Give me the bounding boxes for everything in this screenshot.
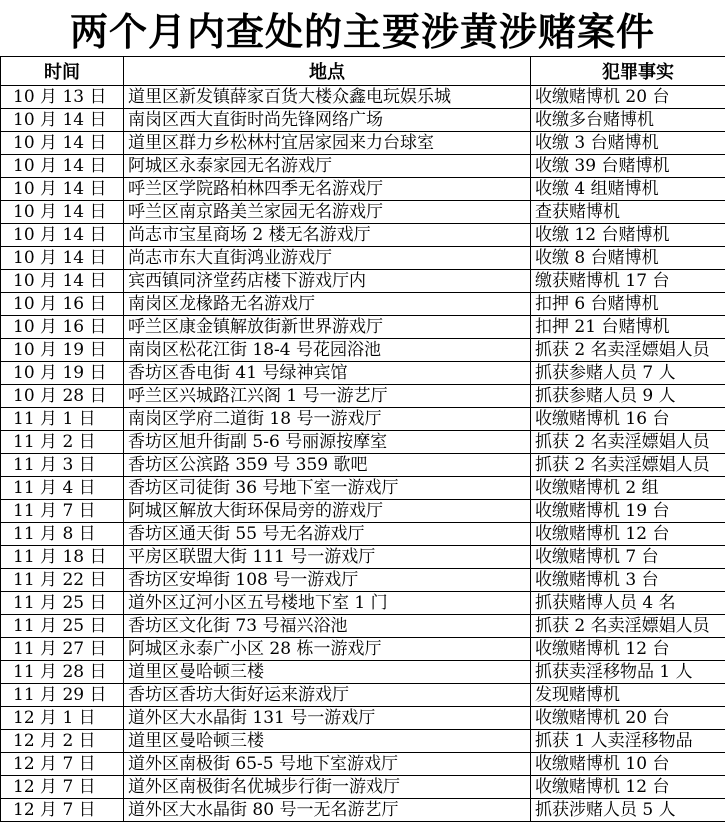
cell-facts: 抓获 2 名卖淫嫖娼人员 [531, 454, 725, 477]
cell-location: 道外区辽河小区五号楼地下室 1 门 [124, 592, 531, 615]
cell-time: 10 月 16 日 [1, 293, 124, 316]
table-row [1, 661, 725, 684]
cell-time: 11 月 8 日 [1, 523, 124, 546]
cell-facts: 收缴赌博机 16 台 [531, 408, 725, 431]
cell-time: 11 月 25 日 [1, 615, 124, 638]
cell-time: 10 月 28 日 [1, 385, 124, 408]
cell-location: 阿城区解放大街环保局旁的游戏厅 [124, 500, 531, 523]
table-row [1, 523, 725, 546]
cell-location: 道里区曼哈顿三楼 [124, 730, 531, 753]
cell-location: 尚志市宝星商场 2 楼无名游戏厅 [124, 224, 531, 247]
cell-facts: 收缴 8 台赌博机 [531, 247, 725, 270]
cell-time: 10 月 14 日 [1, 247, 124, 270]
table-row [1, 684, 725, 707]
cell-time: 11 月 28 日 [1, 661, 124, 684]
table-row [1, 132, 725, 155]
cell-location: 南岗区西大直街时尚先锋网络广场 [124, 109, 531, 132]
cell-time: 11 月 4 日 [1, 477, 124, 500]
cell-location: 呼兰区兴城路江兴阁 1 号一游艺厅 [124, 385, 531, 408]
cell-facts: 查获赌博机 [531, 201, 725, 224]
cell-time: 12 月 7 日 [1, 776, 124, 799]
cell-facts: 扣押 21 台赌博机 [531, 316, 725, 339]
cell-facts: 收缴赌博机 12 台 [531, 776, 725, 799]
cell-time: 10 月 14 日 [1, 109, 124, 132]
cell-facts: 抓获 2 名卖淫嫖娼人员 [531, 339, 725, 362]
cell-time: 10 月 19 日 [1, 362, 124, 385]
cell-facts: 抓获参赌人员 7 人 [531, 362, 725, 385]
cell-time: 11 月 27 日 [1, 638, 124, 661]
cell-time: 11 月 2 日 [1, 431, 124, 454]
table-header-row [1, 57, 725, 86]
cell-facts: 抓获 2 名卖淫嫖娼人员 [531, 615, 725, 638]
table-row [1, 454, 725, 477]
cell-location: 平房区联盟大街 111 号一游戏厅 [124, 546, 531, 569]
cell-location: 南岗区松花江街 18-4 号花园浴池 [124, 339, 531, 362]
cell-facts: 抓获 1 人卖淫移物品 [531, 730, 725, 753]
cell-facts: 收缴赌博机 12 台 [531, 638, 725, 661]
cell-time: 11 月 1 日 [1, 408, 124, 431]
table-row [1, 316, 725, 339]
cell-facts: 缴获赌博机 17 台 [531, 270, 725, 293]
cell-location: 道里区群力乡松林村宜居家园来力台球室 [124, 132, 531, 155]
cell-facts: 抓获参赌人员 9 人 [531, 385, 725, 408]
cell-location: 南岗区龙椽路无名游戏厅 [124, 293, 531, 316]
cell-location: 呼兰区康金镇解放街新世界游戏厅 [124, 316, 531, 339]
table-row [1, 615, 725, 638]
table-row [1, 408, 725, 431]
table-row [1, 293, 725, 316]
cell-facts: 抓获赌博人员 4 名 [531, 592, 725, 615]
header-location: 地点 [124, 57, 531, 86]
table-row [1, 776, 725, 799]
table-row [1, 86, 725, 109]
cell-location: 道外区南极街 65-5 号地下室游戏厅 [124, 753, 531, 776]
cell-time: 10 月 14 日 [1, 155, 124, 178]
cell-time: 11 月 22 日 [1, 569, 124, 592]
table-row [1, 546, 725, 569]
cell-location: 香坊区文化街 73 号福兴浴池 [124, 615, 531, 638]
cell-location: 香坊区通天街 55 号无名游戏厅 [124, 523, 531, 546]
cell-location: 香坊区公滨路 359 号 359 歌吧 [124, 454, 531, 477]
cell-time: 11 月 7 日 [1, 500, 124, 523]
table-row [1, 799, 725, 822]
table-row [1, 270, 725, 293]
table-row [1, 224, 725, 247]
header-time: 时间 [1, 57, 124, 86]
cell-facts: 收缴赌博机 10 台 [531, 753, 725, 776]
cell-location: 道外区大水晶街 80 号一无名游艺厅 [124, 799, 531, 822]
cell-facts: 收缴赌博机 2 组 [531, 477, 725, 500]
cell-location: 宾西镇同济堂药店楼下游戏厅内 [124, 270, 531, 293]
cell-location: 香坊区司徒街 36 号地下室一游戏厅 [124, 477, 531, 500]
cell-time: 10 月 16 日 [1, 316, 124, 339]
cell-time: 11 月 18 日 [1, 546, 124, 569]
table-row [1, 592, 725, 615]
cell-time: 10 月 14 日 [1, 224, 124, 247]
cell-time: 10 月 14 日 [1, 270, 124, 293]
cell-location: 尚志市东大直街鸿业游戏厅 [124, 247, 531, 270]
cell-facts: 抓获卖淫移物品 1 人 [531, 661, 725, 684]
table-row [1, 201, 725, 224]
cell-time: 12 月 7 日 [1, 753, 124, 776]
page-title: 两个月内查处的主要涉黄涉赌案件 [0, 0, 725, 56]
table-row [1, 247, 725, 270]
cell-location: 阿城区永泰家园无名游戏厅 [124, 155, 531, 178]
table-row [1, 730, 725, 753]
cell-facts: 抓获涉赌人员 5 人 [531, 799, 725, 822]
table-row [1, 339, 725, 362]
table-row [1, 477, 725, 500]
cell-facts: 扣押 6 台赌博机 [531, 293, 725, 316]
table-row [1, 569, 725, 592]
cell-time: 12 月 7 日 [1, 799, 124, 822]
cell-time: 10 月 14 日 [1, 201, 124, 224]
cell-location: 香坊区香电街 41 号绿神宾馆 [124, 362, 531, 385]
cell-location: 呼兰区学院路柏林四季无名游戏厅 [124, 178, 531, 201]
cell-location: 南岗区学府二道街 18 号一游戏厅 [124, 408, 531, 431]
table-row [1, 385, 725, 408]
cell-location: 道外区大水晶街 131 号一游戏厅 [124, 707, 531, 730]
cell-time: 11 月 29 日 [1, 684, 124, 707]
cell-location: 香坊区安埠街 108 号一游戏厅 [124, 569, 531, 592]
table-row [1, 431, 725, 454]
cell-location: 香坊区旭升街副 5-6 号丽源按摩室 [124, 431, 531, 454]
cell-location: 香坊区香坊大街好运来游戏厅 [124, 684, 531, 707]
table-row [1, 500, 725, 523]
table-row [1, 155, 725, 178]
cell-facts: 发现赌博机 [531, 684, 725, 707]
cell-facts: 收缴 12 台赌博机 [531, 224, 725, 247]
cell-location: 道外区南极街名优城步行街一游戏厅 [124, 776, 531, 799]
cell-location: 阿城区永泰广小区 28 栋一游戏厅 [124, 638, 531, 661]
cell-facts: 收缴 3 台赌博机 [531, 132, 725, 155]
table-row [1, 362, 725, 385]
cell-facts: 收缴赌博机 3 台 [531, 569, 725, 592]
cell-facts: 收缴赌博机 7 台 [531, 546, 725, 569]
table-row [1, 638, 725, 661]
cases-table [0, 56, 725, 822]
cell-time: 12 月 2 日 [1, 730, 124, 753]
header-facts: 犯罪事实 [531, 57, 725, 86]
cell-facts: 收缴 39 台赌博机 [531, 155, 725, 178]
table-row [1, 109, 725, 132]
cell-time: 10 月 13 日 [1, 86, 124, 109]
cell-facts: 收缴赌博机 19 台 [531, 500, 725, 523]
cell-time: 10 月 14 日 [1, 178, 124, 201]
cell-time: 11 月 3 日 [1, 454, 124, 477]
cell-facts: 抓获 2 名卖淫嫖娼人员 [531, 431, 725, 454]
cell-location: 呼兰区南京路美兰家园无名游戏厅 [124, 201, 531, 224]
table-row [1, 707, 725, 730]
cell-time: 10 月 14 日 [1, 132, 124, 155]
cell-facts: 收缴赌博机 20 台 [531, 707, 725, 730]
cell-time: 12 月 1 日 [1, 707, 124, 730]
cell-time: 10 月 19 日 [1, 339, 124, 362]
cell-facts: 收缴 4 组赌博机 [531, 178, 725, 201]
cell-location: 道里区曼哈顿三楼 [124, 661, 531, 684]
table-row [1, 178, 725, 201]
cell-facts: 收缴赌博机 20 台 [531, 86, 725, 109]
cell-time: 11 月 25 日 [1, 592, 124, 615]
cell-facts: 收缴赌博机 12 台 [531, 523, 725, 546]
table-row [1, 753, 725, 776]
cell-location: 道里区新发镇薛家百货大楼众鑫电玩娱乐城 [124, 86, 531, 109]
cell-facts: 收缴多台赌博机 [531, 109, 725, 132]
